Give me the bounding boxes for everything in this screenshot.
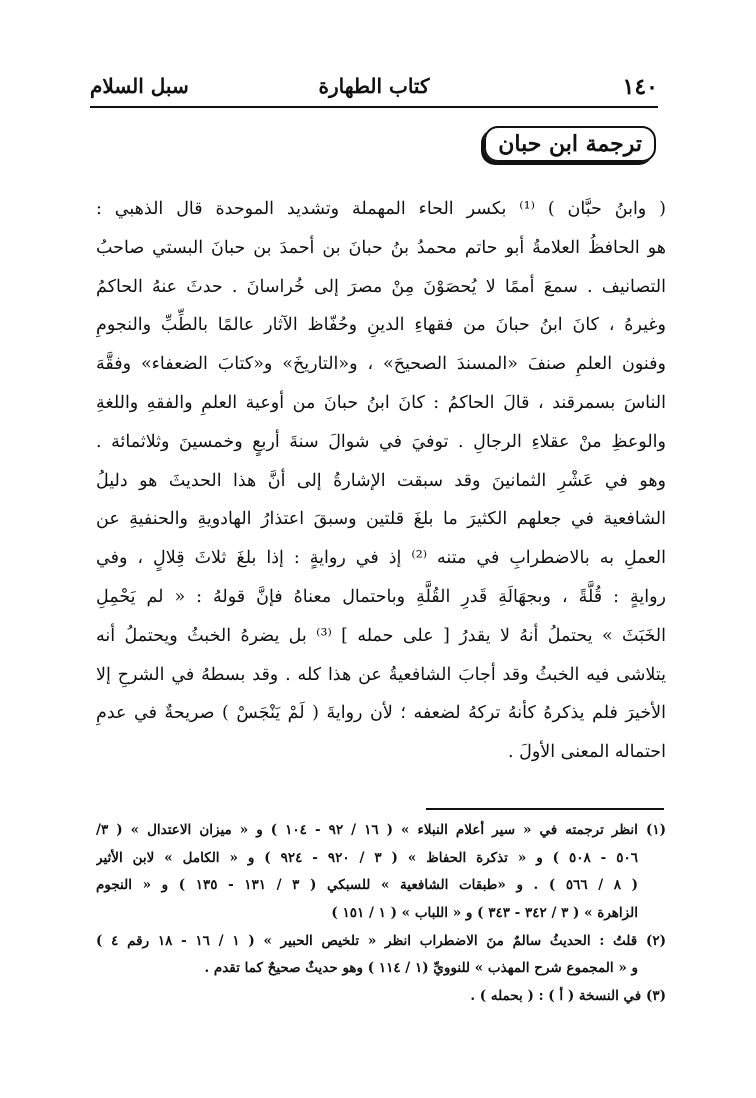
text-line: الشافعية في جعلهم الكثيرَ ما بلغَ قلتين وسبقَ اعتذارُ الهادويةِ والحنفيةِ عن [96, 509, 666, 530]
text-line: الناسَ بسمرقند ، قالَ الحاكمُ : كانَ ابنُ حبانَ من أوعية العلمِ والفقهِ واللغةِ [96, 392, 666, 413]
section-heading: ترجمة ابن حبان [484, 126, 656, 162]
text-line: وهو في عَشْرِ الثمانينَ وقد سبقت الإشارةُ إلى أنَّ هذا الحديثَ هو دليلُ [96, 470, 666, 491]
footnote-line: (٢) قلتُ : الحديثُ سالمٌ منَ الاضطراب انظر « تلخيص الحبير » ( ١ / ١٦ - ١٨ رقم ٤ ) [96, 932, 666, 949]
footnote-divider [426, 808, 664, 810]
main-text [96, 190, 666, 772]
text-line: الخَبَثَ » يحتملُ أنهُ لا يقدرُ [ على حمله ] ⁽³⁾ بل يضرهُ الخبثُ ويحتملُ أنه [96, 625, 666, 646]
text-line: وفنون العلمِ صنفَ «المسندَ الصحيحَ» ، و«التاريخَ» و«كتابَ الضعفاء» وفقَّهَ [96, 354, 666, 375]
text-line: والوعظِ منْ عقلاءِ الرجالِ . توفيَ في شوالَ سنةَ أربعٍ وخمسينَ وثلاثمائة . [96, 431, 666, 452]
text-line: ( وابنُ حبَّان ) ⁽¹⁾ بكسر الحاء المهملة وتشديد الموحدة قال الذهبي : [96, 199, 666, 219]
text-line: الأخيرَ فلم يذكرهُ كأنهُ تركهُ لضعفه ؛ لأن روايةَ ( لَمْ يَنْجَسْ ) صريحةٌ في عدمِ [96, 703, 666, 724]
page-header [90, 70, 658, 108]
footnote-line: ( ٨ / ٥٦٦ ) . و «طبقات الشافعية » للسبكي ( ٣ / ١٣١ - ١٣٥ ) و « النجوم [96, 877, 638, 894]
chapter-title: كتاب الطهارة [318, 74, 430, 98]
text-line: يتلاشى فيه الخبثُ وقد أجابَ الشافعيةُ عن هذا كله . وقد بسطهُ في الشرحِ إلا [96, 664, 666, 685]
book-title: سبل السلام [90, 74, 189, 98]
footnote-line: (١) انظر ترجمته في « سير أعلام النبلاء » ( ١٦ / ٩٢ - ١٠٤ ) و « ميزان الاعتدال » ( ٣/ [96, 822, 666, 838]
footnotes [96, 817, 666, 1011]
text-line: التصانيف . سمعَ أممًا لا يُحصَوْنَ مِنْ مصرَ إلى خُراسانَ . حدثَ عنهُ الحاكمُ [96, 276, 666, 297]
text-line: وغيرهُ ، كانَ ابنُ حبانَ من فقهاءِ الدينِ وحُفّاظ الآثار عالمًا بالطِّبِّ والنجومِ [96, 315, 666, 336]
text-line: احتماله المعنى الأولَ . [507, 742, 666, 763]
footnote-line: الزاهرة » ( ٣ / ٣٤٢ - ٣٤٣ ) و « اللباب » ( ١ / ١٥١ ) [331, 905, 638, 922]
page-number: ١٤٠ [622, 74, 658, 100]
footnote-line: و « المجموع شرح المهذب » للنوويِّ (١ / ١١٤ ) وهو حديثٌ صحيحٌ كما تقدم . [204, 960, 638, 977]
text-line: العملِ به بالاضطرابِ في متنه ⁽²⁾ إذ في روايةٍ : إذا بلغَ ثلاثَ قِلالٍ ، وفي [96, 548, 666, 569]
text-line: روايةٍ : قُلَّةً ، وبجهَالَةِ قَدرِ القُلَّةِ وباحتمال معناهُ فإنَّ قولهُ : « لم يَحْمِلِ [96, 586, 666, 607]
footnote-line: ٥٠٦ - ٥٠٨ ) و « تذكرة الحفاظ » ( ٣ / ٩٢٠ - ٩٢٤ ) و « الكامل » لابن الأثير [96, 849, 638, 866]
footnote-line: (٣) في النسخة ( أ ) : ( بحمله ) . [470, 988, 666, 1005]
text-line: هو الحافظُ العلامةُ أبو حاتم محمدُ بنُ حبانَ بن أحمدَ بن حبانَ البستي صاحبُ [96, 237, 666, 258]
